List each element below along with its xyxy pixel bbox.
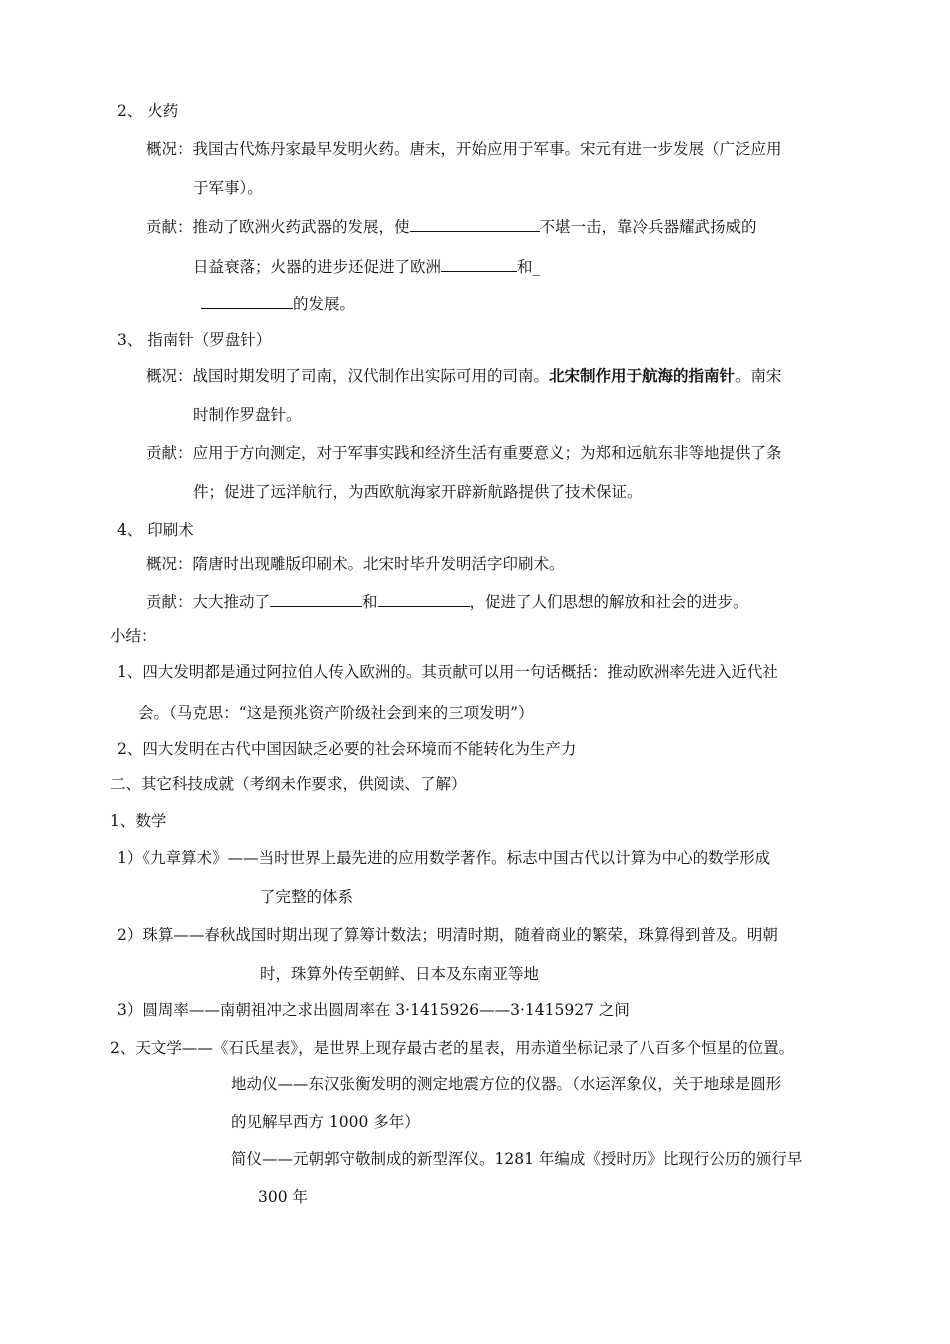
fill-blank[interactable]	[270, 591, 362, 607]
astronomy-seismograph-cont: 的见解早西方 1000 多年）	[231, 1113, 420, 1131]
text-run: 贡献：大大推动了	[146, 593, 271, 611]
fill-blank[interactable]	[441, 256, 517, 272]
astronomy-item: 2、天文学——《石氏星表》，是世界上现存最古老的星表，用赤道坐标记录了八百多个恒星的位置。	[110, 1039, 795, 1057]
summary-point-2: 2、四大发明在古代中国因缺乏必要的社会环境而不能转化为生产力	[117, 740, 577, 758]
fill-blank[interactable]	[410, 216, 540, 232]
text-run: 。南宋	[735, 367, 782, 385]
math-item-2: 2）珠算——春秋战国时期出现了算筹计数法；明清时期，随着商业的繁荣，珠算得到普及。明朝	[117, 926, 778, 944]
gunpowder-contribution-end	[201, 293, 355, 314]
compass-overview	[146, 366, 782, 386]
text-run: 的发展。	[293, 295, 356, 313]
gunpowder-contribution-cont	[193, 256, 540, 277]
summary-heading: 小结：	[110, 627, 157, 645]
compass-contribution: 贡献：应用于方向测定，对于军事实践和经济生活有重要意义；为郑和远航东非等地提供了条	[146, 444, 782, 462]
summary-point-1: 1、四大发明都是通过阿拉伯人传入欧洲的。其贡献可以用一句话概括：推动欧洲率先进入近代社	[117, 663, 778, 681]
compass-overview-cont: 时制作罗盘针。	[193, 406, 302, 424]
gunpowder-overview-cont: 于军事）。	[193, 179, 263, 197]
text-run: 和_	[517, 258, 541, 276]
text-run: 贡献：推动了欧洲火药武器的发展，使	[146, 218, 410, 236]
emphasis-text: 北宋制作用于航海的指南针	[549, 367, 736, 385]
section-heading-gunpowder: 2、 火药	[117, 102, 179, 120]
section-heading-printing: 4、 印刷术	[117, 521, 194, 539]
section-heading-compass: 3、 指南针（罗盘针）	[117, 331, 272, 349]
math-item-2-cont: 时，珠算外传至朝鲜、日本及东南亚等地	[260, 965, 540, 983]
gunpowder-overview: 概况：我国古代炼丹家最早发明火药。唐末，开始应用于军事。宋元有进一步发展（广泛应用	[146, 140, 782, 158]
fill-blank[interactable]	[201, 293, 293, 309]
astronomy-simplified-armilla: 简仪——元朝郭守敬制成的新型浑仪。1281 年编成《授时历》比现行公历的颁行早	[231, 1150, 803, 1168]
math-heading: 1、数学	[110, 812, 167, 830]
text-run: ，促进了人们思想的解放和社会的进步。	[469, 593, 749, 611]
printing-contribution	[146, 591, 749, 612]
text-run: 概况：战国时期发明了司南，汉代制作出实际可用的司南。	[146, 367, 550, 385]
text-run: 日益衰落；火器的进步还促进了欧洲	[193, 258, 442, 276]
text-run: 和	[362, 593, 378, 611]
other-achievements-heading: 二、其它科技成就（考纲未作要求，供阅读、了解）	[110, 775, 467, 793]
summary-point-1-cont: 会。（马克思：“这是预兆资产阶级社会到来的三项发明”）	[138, 704, 534, 722]
math-item-1: 1）《九章算术》——当时世界上最先进的应用数学著作。标志中国古代以计算为中心的数学形成	[117, 849, 771, 867]
text-run: 不堪一击，靠冷兵器耀武扬威的	[539, 218, 757, 236]
gunpowder-contribution	[146, 216, 757, 237]
astronomy-simplified-armilla-cont: 300 年	[258, 1188, 309, 1206]
compass-contribution-cont: 件；促进了远洋航行，为西欧航海家开辟新航路提供了技术保证。	[193, 483, 643, 501]
math-item-1-cont: 了完整的体系	[260, 888, 354, 906]
printing-overview: 概况：隋唐时出现雕版印刷术。北宋时毕升发明活字印刷术。	[146, 555, 565, 573]
math-item-3: 3）圆周率——南朝祖冲之求出圆周率在 3·1415926——3·1415927 之间	[117, 1001, 630, 1019]
astronomy-seismograph: 地动仪——东汉张衡发明的测定地震方位的仪器。（水运浑象仪，关于地球是圆形	[231, 1075, 782, 1093]
fill-blank[interactable]	[378, 591, 470, 607]
